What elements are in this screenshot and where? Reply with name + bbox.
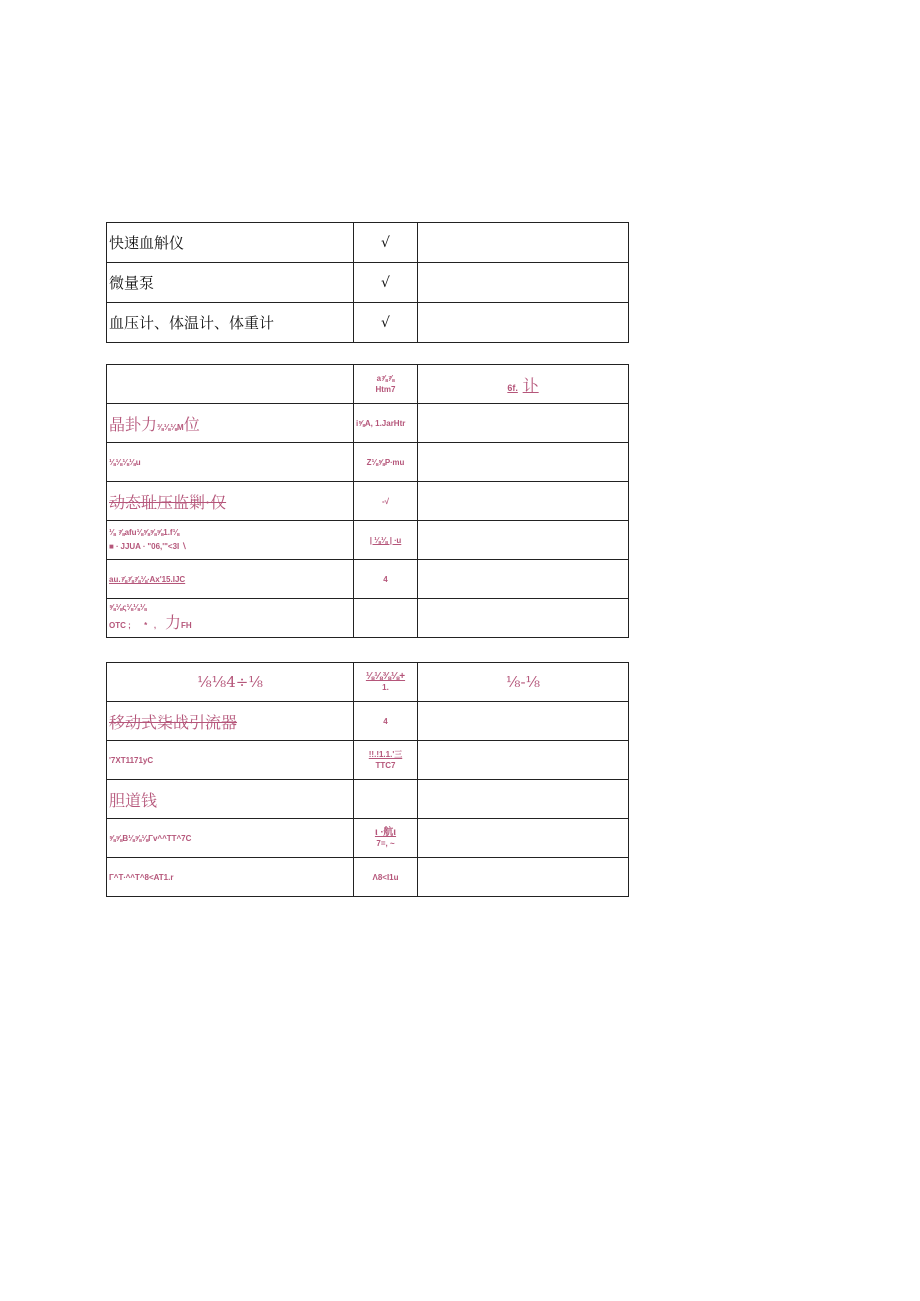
item-name-zh: 晶卦力 [109,414,158,434]
check-mark: √ [354,263,418,303]
table-row [107,702,629,741]
table-row [107,780,629,819]
item-name: ⅛⅛⅛⅛u [107,443,354,482]
item-name [107,521,354,560]
equipment-table-2 [106,364,629,638]
item-name [107,599,354,638]
item-name [107,404,354,443]
check-mark: 4 [354,702,418,741]
note-cell [418,443,629,482]
item-name-line [109,614,353,635]
equipment-table-1 [106,222,629,343]
header-cell-config [354,663,418,702]
table-row [107,819,629,858]
item-name: '7XT1171yC [107,741,354,780]
table-row [107,521,629,560]
item-name-text: au.⅞⅞⅞⅛∙Ax'15.IJC [109,574,186,584]
check-mark-line: !!.!1.1.'三 [368,750,403,759]
item-name-line: ⅝⅛ς⅛⅛⅛ [109,603,147,612]
header-prefix: 6f. [507,382,518,393]
note-cell [418,858,629,897]
check-mark: √ [354,303,418,343]
check-mark: √ [354,223,418,263]
check-mark: -√ [354,482,418,521]
note-cell [418,741,629,780]
item-name: 胆道钱 [107,780,354,819]
item-name: Γ^T∙^^T^8<AT1.r [107,858,354,897]
header-cell-remark [418,365,629,404]
note-cell [418,599,629,638]
note-cell [418,404,629,443]
check-mark: 4 [354,560,418,599]
check-mark [354,521,418,560]
table-row [107,858,629,897]
item-name: 微量泵 [107,263,354,303]
item-name-part: FH [181,621,192,630]
check-mark [354,599,418,638]
note-cell [418,702,629,741]
item-name: 移动式柒战引流器 [107,702,354,741]
note-cell [418,780,629,819]
header-cell-remark: ⅛-⅛ [418,663,629,702]
check-mark-text: | ⅛⅛ | ∙u [369,535,402,545]
note-cell [418,560,629,599]
check-mark [354,780,418,819]
check-mark [354,819,418,858]
item-name-part: OTC ; * , [109,621,157,630]
note-cell [418,819,629,858]
header-line: Htm7 [375,385,396,394]
table-row [107,560,629,599]
header-line: ⅛⅛⅜⅛+ [365,671,406,682]
item-name-end: 位 [183,414,200,434]
note-cell [418,482,629,521]
table-row [107,404,629,443]
note-cell [418,223,629,263]
item-name-line: ⅛ ⅞afu⅛⅝⅝⅝1.f⅛ [109,528,180,537]
check-mark-line: ι ∙航ι [374,827,397,838]
item-name: 快速血斛仪 [107,223,354,263]
header-line: a⅞⅞ [376,374,395,383]
item-name: ⅝⅝B⅛⅝⅛Γv^^TT^7C [107,819,354,858]
table-row [107,263,629,303]
check-mark: Λ8<I1u [354,858,418,897]
table-row [107,599,629,638]
item-name [107,560,354,599]
header-char: 讣 [522,375,539,395]
note-cell [418,521,629,560]
header-line: 1. [382,683,389,692]
check-mark-line: 7=, ~ [376,839,395,848]
item-name-zh: 力 [165,613,182,632]
check-mark [354,741,418,780]
table-row [107,223,629,263]
check-mark: Z⅛⅝P∙mu [354,443,418,482]
check-mark-line: TTC7 [375,761,396,770]
table-row [107,443,629,482]
note-cell [418,303,629,343]
item-name-tail: ⅜⅛⅛M [157,422,184,432]
table-row [107,482,629,521]
note-cell [418,263,629,303]
header-cell-empty [107,365,354,404]
table-row [107,303,629,343]
item-name: 动态耻压监剿·仅 [107,482,354,521]
header-cell-name: ⅛⅛4÷⅛ [107,663,354,702]
table-header-row [107,365,629,404]
check-mark: i⅝A, 1.JarHtr [354,404,418,443]
equipment-table-3 [106,662,629,897]
header-cell-config [354,365,418,404]
item-name: 血压计、体温计、体重计 [107,303,354,343]
table-header-row [107,663,629,702]
table-row [107,741,629,780]
item-name-line: ■ ∙ JJUA ∙ "06,'"<3I ∖ [109,542,187,551]
